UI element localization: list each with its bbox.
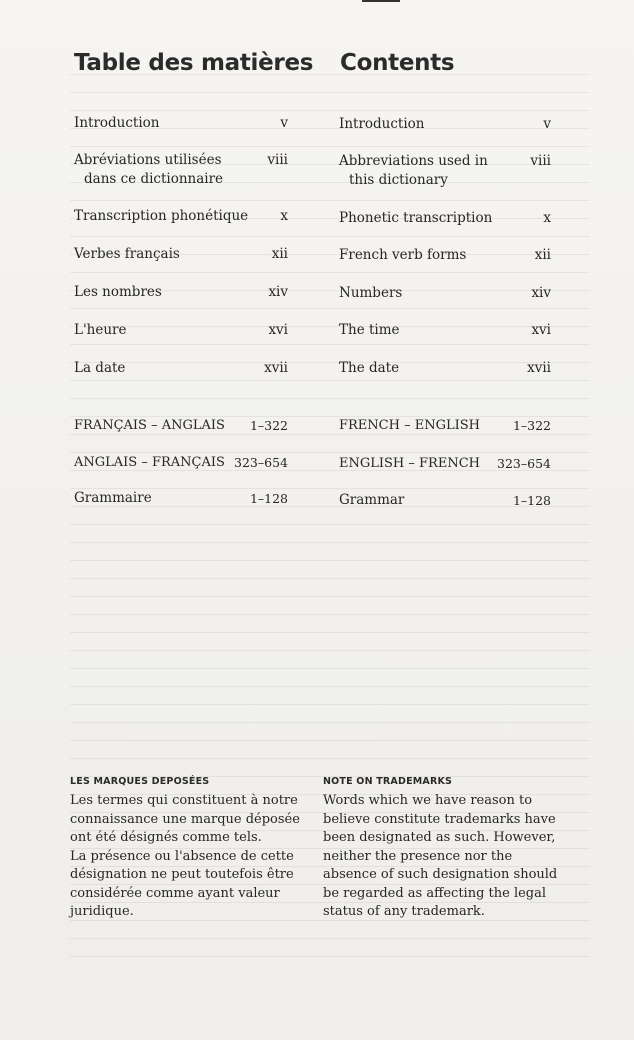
note-line: neither the presence nor the — [323, 848, 513, 864]
toc-entry-label: French verb forms — [339, 247, 467, 263]
note-line: La présence ou l'absence de cette — [70, 848, 294, 864]
toc-section-label: Grammar — [339, 492, 405, 508]
toc-entry-label: Introduction — [339, 116, 425, 132]
toc-entry-page: xii — [534, 247, 551, 263]
toc-entry-label — [339, 152, 488, 190]
toc-entry-label: La date — [74, 360, 126, 376]
toc-entry-label — [74, 151, 223, 189]
toc-entry-label: Numbers — [339, 285, 403, 301]
trademark-note-title-french: LES MARQUES DEPOSÉES — [70, 776, 210, 787]
note-line: considérée comme ayant valeur — [70, 885, 280, 901]
toc-entry-label: The date — [339, 360, 400, 376]
toc-entry-label: L'heure — [74, 322, 127, 338]
toc-section-pages: 1–322 — [249, 418, 288, 433]
note-line: Words which we have reason to — [323, 793, 533, 808]
toc-entry-page: viii — [530, 153, 551, 169]
toc-section-pages: 323–654 — [234, 455, 288, 470]
toc-section-label: Grammaire — [74, 490, 152, 506]
note-line: absence of such designation should — [323, 867, 558, 882]
heading-english: Contents — [340, 50, 455, 76]
toc-section-label: FRENCH – ENGLISH — [339, 418, 480, 433]
toc-entry-page: v — [280, 115, 288, 131]
toc-section-pages: 1–128 — [512, 493, 551, 508]
note-line: status of any trademark. — [323, 904, 485, 919]
toc-entry-page: xvii — [264, 360, 288, 376]
trademark-note-body-english — [323, 792, 573, 922]
note-line: juridique. — [70, 904, 134, 919]
toc-section-pages: 323–654 — [497, 456, 551, 471]
toc-entry-page: xvi — [268, 322, 288, 338]
toc-section-label: ENGLISH – FRENCH — [339, 456, 480, 471]
note-line: been designated as such. However, — [323, 830, 556, 845]
toc-entry-label-line1: Abbreviations used in — [339, 153, 488, 169]
note-line: ont été désignés comme tels. — [70, 830, 262, 845]
toc-entry-label: The time — [339, 322, 400, 338]
toc-entry-page: xvi — [531, 322, 551, 338]
toc-entry-page: xii — [271, 246, 288, 262]
toc-entry-page: viii — [267, 152, 288, 168]
toc-section-label: ANGLAIS – FRANÇAIS — [74, 455, 225, 470]
toc-entry-label-line2: dans ce dictionnaire — [84, 171, 224, 187]
toc-entry-page: xvii — [527, 360, 551, 376]
toc-entry-page: xiv — [268, 284, 288, 300]
toc-entry-label: Les nombres — [74, 284, 162, 300]
trademark-note-body-french — [70, 792, 310, 922]
toc-entry-label-line1: Abréviations utilisées — [74, 152, 222, 168]
toc-entry-page: v — [543, 116, 551, 132]
toc-entry-page: x — [543, 210, 551, 226]
toc-entry-label: Verbes français — [74, 246, 180, 262]
toc-entry-page: xiv — [531, 285, 551, 301]
note-line: connaissance une marque déposée — [70, 811, 300, 827]
note-line: Les termes qui constituent à notre — [70, 793, 298, 808]
heading-french: Table des matières — [74, 50, 314, 76]
toc-entry-label: Phonetic transcription — [339, 210, 493, 226]
toc-entry-label: Introduction — [74, 115, 160, 131]
toc-section-label: FRANÇAIS – ANGLAIS — [74, 418, 225, 433]
toc-section-pages: 1–322 — [512, 418, 551, 433]
trademark-note-title-english: NOTE ON TRADEMARKS — [323, 776, 453, 787]
toc-entry-label: Transcription phonétique — [74, 208, 249, 224]
top-edge-mark — [362, 0, 400, 2]
toc-section-pages: 1–128 — [249, 491, 288, 506]
toc-entry-label-line2: this dictionary — [349, 172, 448, 188]
note-line: believe constitute trademarks have — [323, 811, 556, 827]
note-line: be regarded as affecting the legal — [323, 885, 547, 901]
toc-entry-page: x — [280, 208, 288, 224]
note-line: désignation ne peut toutefois être — [70, 867, 294, 882]
